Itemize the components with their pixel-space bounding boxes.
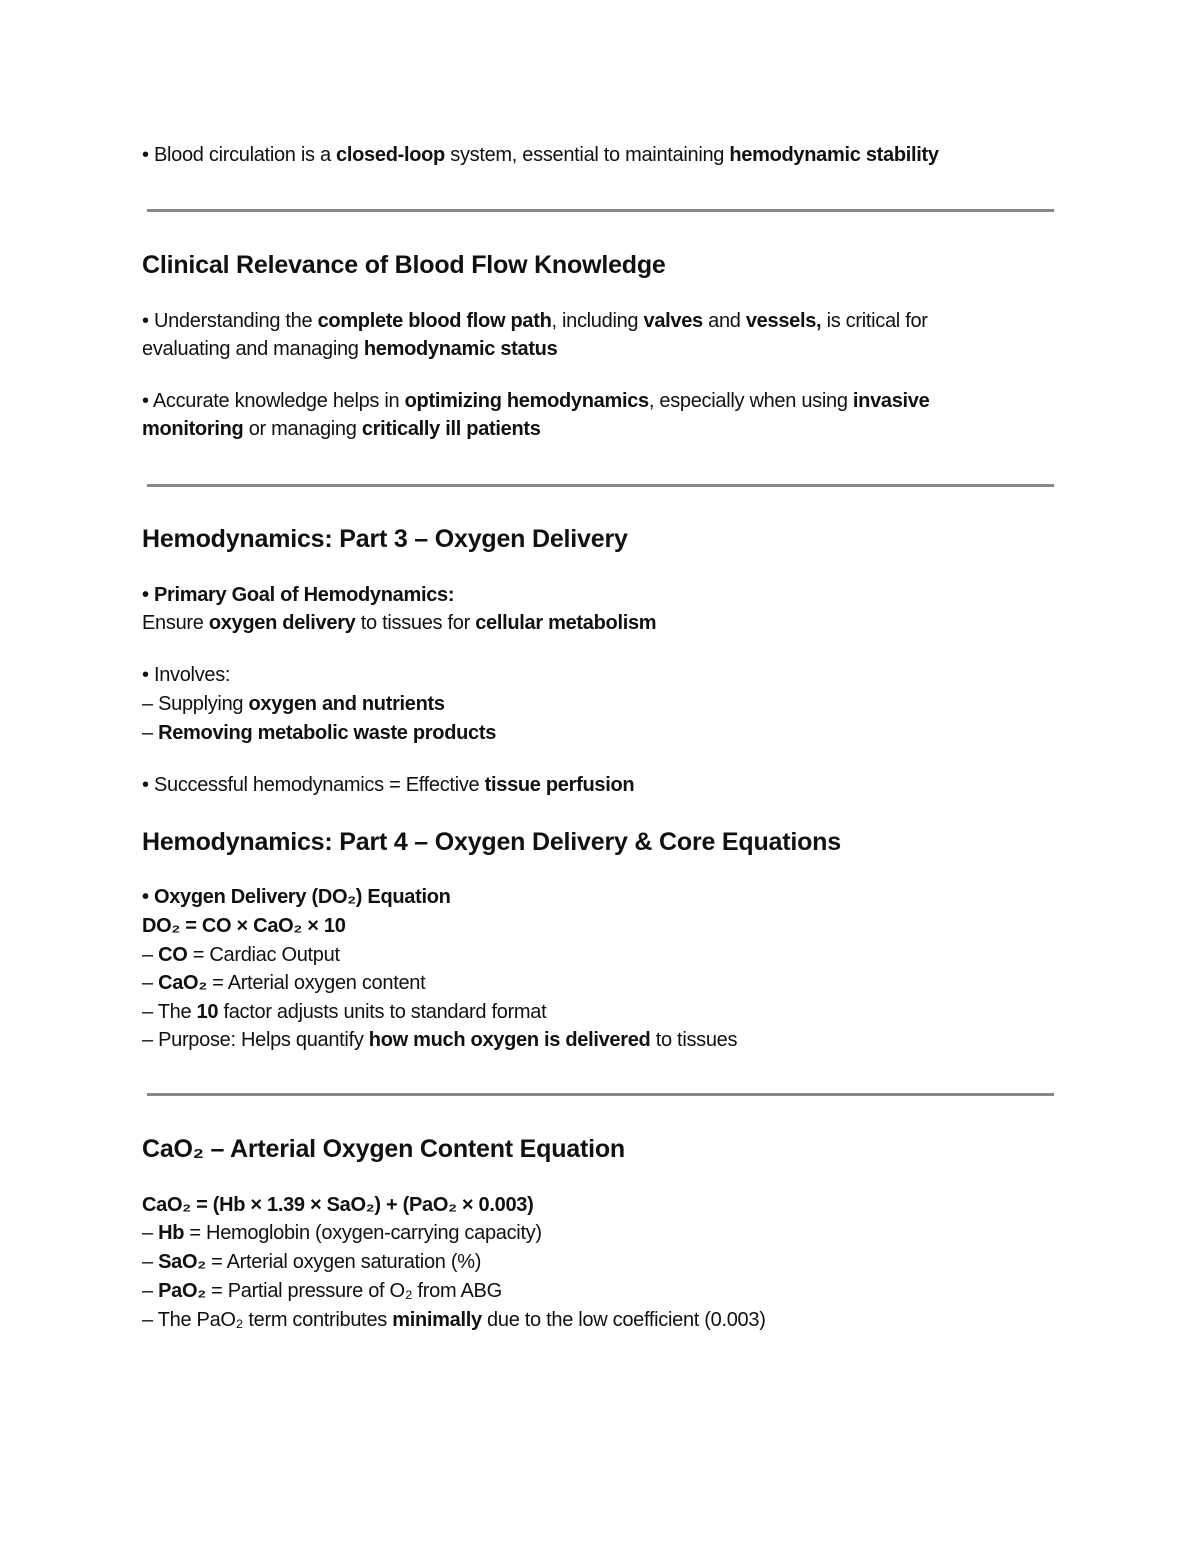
pao2-term-note xyxy=(142,1306,766,1334)
bold-text: monitoring xyxy=(142,418,244,440)
bold-text: invasive xyxy=(852,390,930,412)
purpose-definition xyxy=(142,1026,737,1054)
cao2-definition xyxy=(142,969,425,997)
bold-text: hemodynamic status xyxy=(363,338,558,360)
involves-item-1 xyxy=(142,690,445,718)
bold-text: valves xyxy=(643,310,703,332)
section-heading-part-3: Hemodynamics: Part 3 – Oxygen Delivery xyxy=(142,525,628,553)
bold-text: tissue perfusion xyxy=(484,774,635,796)
text: – Supplying xyxy=(142,693,249,715)
text: and xyxy=(702,310,746,332)
bold-text: oxygen delivery xyxy=(208,612,356,634)
primary-goal-text xyxy=(142,609,656,637)
bold-text: • Oxygen Delivery (DO₂) Equation xyxy=(142,886,451,908)
divider xyxy=(147,209,1054,212)
text: due to the low coefficient (0.003) xyxy=(481,1309,766,1331)
text: • Understanding the xyxy=(142,310,318,332)
hb-definition xyxy=(142,1219,542,1247)
bold-text: CaO₂ xyxy=(158,972,207,994)
text: to tissues xyxy=(650,1029,738,1051)
do2-equation xyxy=(142,912,346,940)
text: – xyxy=(142,944,159,966)
bold-text: SaO₂ xyxy=(158,1251,206,1273)
bold-text: closed-loop xyxy=(336,144,445,166)
bold-text: Removing metabolic waste products xyxy=(158,722,497,744)
bold-text: DO₂ = CO × CaO₂ × 10 xyxy=(142,915,346,937)
bold-text: how much oxygen is delivered xyxy=(368,1029,651,1051)
text: = Arterial oxygen content xyxy=(206,972,426,994)
text: – xyxy=(142,722,159,744)
text: • Successful hemodynamics = Effective xyxy=(142,774,485,796)
text: – xyxy=(142,1222,159,1244)
text: – xyxy=(142,1251,159,1273)
understanding-bullet-line-1 xyxy=(142,307,928,335)
cao2-equation xyxy=(142,1191,533,1219)
text: • Blood circulation is a xyxy=(142,144,337,166)
section-heading-clinical-relevance: Clinical Relevance of Blood Flow Knowledge xyxy=(142,251,666,279)
text: , including xyxy=(551,310,644,332)
divider xyxy=(147,484,1054,487)
bold-text: Hb xyxy=(158,1222,185,1244)
bold-text: critically ill patients xyxy=(361,418,541,440)
text: factor adjusts units to standard format xyxy=(218,1001,547,1023)
text: – xyxy=(142,1280,159,1302)
circulation-bullet xyxy=(142,141,939,169)
bold-text: vessels, xyxy=(745,310,822,332)
text: – Purpose: Helps quantify xyxy=(142,1029,369,1051)
text: – The PaO₂ term contributes xyxy=(142,1309,393,1331)
pao2-definition xyxy=(142,1277,502,1305)
successful-hemodynamics-bullet xyxy=(142,771,634,799)
bold-text: 10 xyxy=(196,1001,219,1023)
bold-text: • Primary Goal of Hemodynamics: xyxy=(142,584,455,606)
text: • Accurate knowledge helps in xyxy=(142,390,405,412)
bold-text: hemodynamic stability xyxy=(729,144,939,166)
sao2-definition xyxy=(142,1248,481,1276)
text: , especially when using xyxy=(648,390,853,412)
text: system, essential to maintaining xyxy=(444,144,730,166)
section-heading-part-4: Hemodynamics: Part 4 – Oxygen Delivery & Core Equations xyxy=(142,828,841,856)
text: is critical for xyxy=(821,310,928,332)
involves-item-2 xyxy=(142,719,496,747)
text: = Cardiac Output xyxy=(187,944,340,966)
bold-text: PaO₂ xyxy=(158,1280,206,1302)
divider xyxy=(147,1093,1054,1096)
bold-text: cellular metabolism xyxy=(475,612,657,634)
text: Ensure xyxy=(142,612,209,634)
knowledge-bullet-line-2 xyxy=(142,415,541,443)
primary-goal-heading xyxy=(142,581,454,609)
text: to tissues for xyxy=(355,612,476,634)
do2-equation-heading xyxy=(142,883,451,911)
co-definition xyxy=(142,941,340,969)
knowledge-bullet-line-1 xyxy=(142,387,929,415)
text: = Arterial oxygen saturation (%) xyxy=(205,1251,482,1273)
bold-text: CaO₂ = (Hb × 1.39 × SaO₂) + (PaO₂ × 0.003) xyxy=(142,1194,534,1216)
section-heading-cao2: CaO₂ – Arterial Oxygen Content Equation xyxy=(142,1135,626,1163)
text: evaluating and managing xyxy=(142,338,364,360)
bold-text: oxygen and nutrients xyxy=(248,693,445,715)
bold-text: CO xyxy=(158,944,188,966)
understanding-bullet-line-2 xyxy=(142,335,557,363)
bold-text: complete blood flow path xyxy=(317,310,552,332)
text: or managing xyxy=(243,418,362,440)
involves-label: • Involves: xyxy=(142,664,231,686)
bold-text: minimally xyxy=(392,1309,482,1331)
text: = Hemoglobin (oxygen-carrying capacity) xyxy=(184,1222,542,1244)
factor-definition xyxy=(142,998,546,1026)
text: = Partial pressure of O₂ from ABG xyxy=(205,1280,502,1302)
text: – xyxy=(142,972,159,994)
bold-text: optimizing hemodynamics xyxy=(404,390,649,412)
text: – The xyxy=(142,1001,197,1023)
